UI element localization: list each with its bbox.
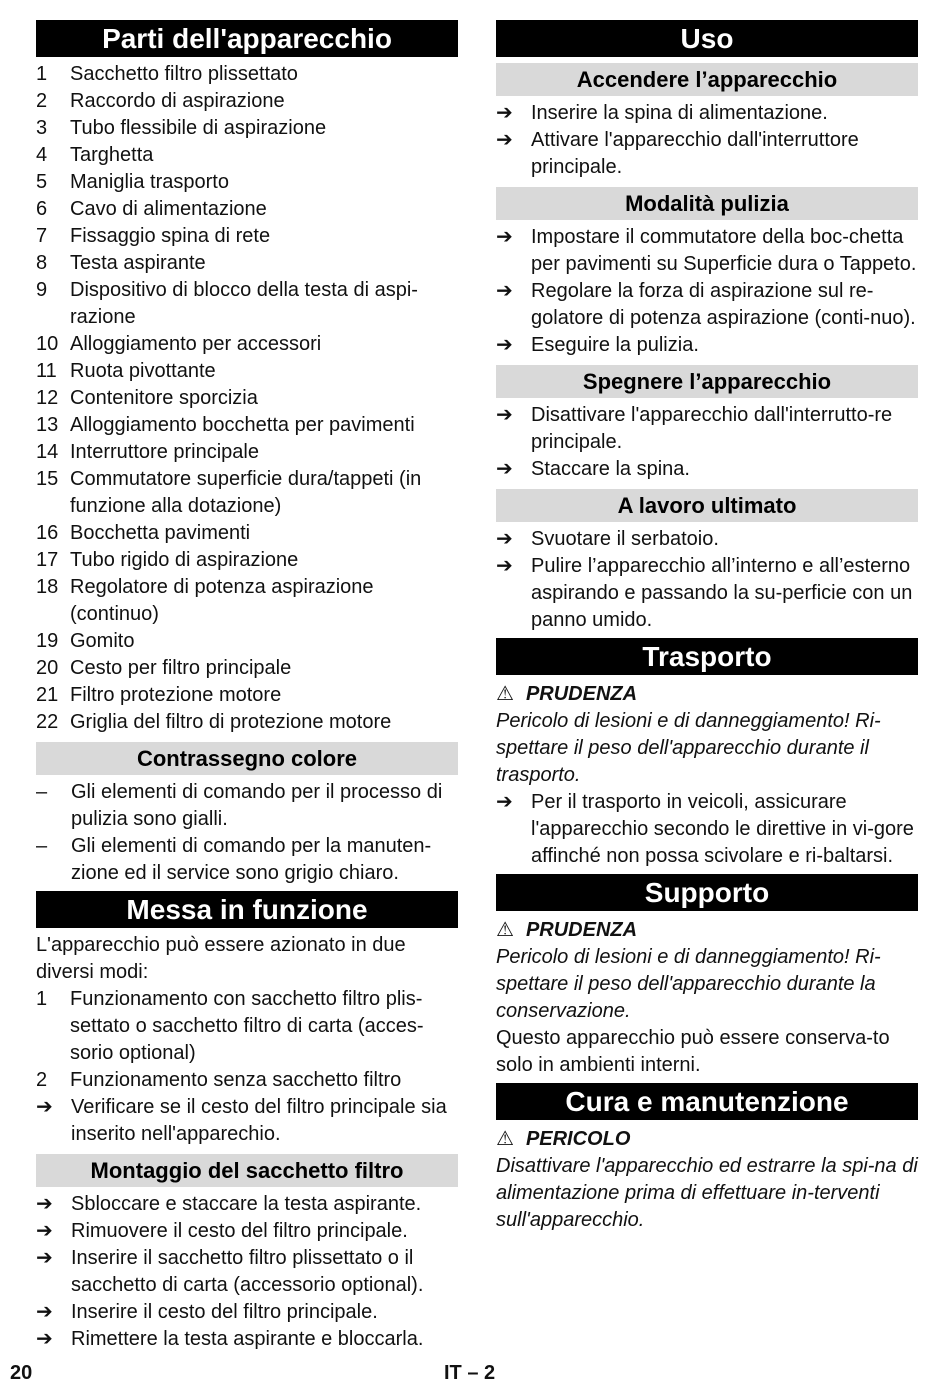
dash-bullet: – [36,835,48,857]
list-item [36,466,458,520]
item-number: 8 [36,252,48,274]
item-text: Regolatore di potenza aspirazione (continuo) [70,576,374,625]
item-text: Staccare la spina. [531,458,690,480]
item-text: Tubo flessibile di aspirazione [70,117,327,139]
arrow-right-icon: ➔ [496,555,513,577]
item-number: 18 [36,576,59,598]
item-text: Inserire il cesto del filtro principale. [71,1301,378,1323]
item-text: Fissaggio spina di rete [70,225,271,247]
list-item [36,169,458,196]
list-item [36,277,458,331]
item-number: 1 [36,63,48,85]
list-item [36,61,458,88]
item-number: 15 [36,468,59,490]
list-item [36,682,458,709]
list-item [496,332,918,359]
after-work-steps [496,526,918,634]
storage-heading: Supporto [496,874,918,911]
item-number: 20 [36,657,59,679]
warning-icon: ⚠ [496,919,514,941]
item-text: Sbloccare e staccare la testa aspirante. [71,1193,422,1215]
list-item [36,196,458,223]
list-item [496,100,918,127]
item-text: Regolare la forza di aspirazione sul re-golatore di potenza aspirazione (conti-nuo). [531,280,916,329]
list-item [496,789,918,870]
dash-bullet: – [36,781,48,803]
arrow-right-icon: ➔ [496,334,513,356]
item-text: Disattivare l'apparecchio dall'interrutto-re principale. [531,404,893,453]
item-number: 1 [36,988,48,1010]
item-text: Dispositivo di blocco della testa di aspi-razione [70,279,418,328]
item-number: 14 [36,441,59,463]
arrow-right-icon: ➔ [496,226,513,248]
item-text: Interruttore principale [70,441,259,463]
warning-icon: ⚠ [496,1128,514,1150]
item-number: 7 [36,225,48,247]
list-item [36,412,458,439]
list-item [36,1094,458,1148]
item-text: Cesto per filtro principale [70,657,292,679]
item-text: Sacchetto filtro plissettato [70,63,298,85]
item-number: 16 [36,522,59,544]
list-item [36,655,458,682]
storage-warning-label: ⚠ PRUDENZA [496,919,638,941]
item-text: Maniglia trasporto [70,171,229,193]
item-number: 2 [36,90,48,112]
item-number: 5 [36,171,48,193]
list-item [36,520,458,547]
language-marker: IT – 2 [444,1362,496,1384]
item-text: Svuotare il serbatoio. [531,528,719,550]
list-item [496,456,918,483]
arrow-right-icon: ➔ [496,791,513,813]
item-text: Inserire il sacchetto filtro plissettato o il sacchetto di carta (accessorio optional). [71,1247,424,1296]
care-warning-text: Disattivare l'apparecchio ed estrarre la spi-na di alimentazione prima di effettuare in-terventi sull'apparecchio. [496,1155,918,1231]
item-number: 4 [36,144,48,166]
care-warning-label: ⚠ PERICOLO [496,1128,631,1150]
arrow-right-icon: ➔ [36,1301,53,1323]
after-work-heading: A lavoro ultimato [496,489,918,522]
arrow-right-icon: ➔ [496,528,513,550]
startup-steps [36,1094,458,1148]
storage-note: Questo apparecchio può essere conserva-to solo in ambienti interni. [496,1027,890,1076]
arrow-right-icon: ➔ [36,1193,53,1215]
use-heading: Uso [496,20,918,57]
switch-on-steps [496,100,918,181]
list-item [36,358,458,385]
item-text: Verificare se il cesto del filtro principale sia inserito nell'apparechio. [71,1096,447,1145]
item-text: Funzionamento con sacchetto filtro plis-settato o sacchetto filtro di carta (acces-sorio optional) [70,988,424,1064]
item-text: Tubo rigido di aspirazione [70,549,299,571]
list-item [496,526,918,553]
arrow-right-icon: ➔ [496,129,513,151]
warning-icon: ⚠ [496,683,514,705]
color-list [36,779,458,887]
list-item [36,986,458,1067]
list-item [36,1245,458,1299]
item-number: 3 [36,117,48,139]
item-number: 19 [36,630,59,652]
switch-off-steps [496,402,918,483]
startup-modes [36,986,458,1094]
list-item [36,223,458,250]
cleaning-mode-heading: Modalità pulizia [496,187,918,220]
item-text: Raccordo di aspirazione [70,90,285,112]
item-number: 13 [36,414,59,436]
care-heading: Cura e manutenzione [496,1083,918,1120]
arrow-right-icon: ➔ [36,1096,53,1118]
item-number: 11 [36,360,57,382]
item-number: 9 [36,279,48,301]
list-item [36,833,458,887]
transport-heading: Trasporto [496,638,918,675]
item-number: 21 [36,684,59,706]
item-text: Griglia del filtro di protezione motore [70,711,392,733]
item-number: 2 [36,1069,48,1091]
switch-off-heading: Spegnere l’apparecchio [496,365,918,398]
bag-heading: Montaggio del sacchetto filtro [36,1154,458,1187]
transport-steps [496,789,918,870]
item-text: Per il trasporto in veicoli, assicurare l'apparecchio secondo le direttive in vi-gore affinché non possa scivolare e ri-baltarsi. [531,791,914,867]
item-number: 6 [36,198,48,220]
item-number: 12 [36,387,59,409]
item-text: Ruota pivottante [70,360,216,382]
item-text: Pulire l’apparecchio all’interno e all’esterno aspirando e passando la su-perficie con un panno umido. [531,555,913,631]
switch-on-heading: Accendere l’apparecchio [496,63,918,96]
item-text: Alloggiamento per accessori [70,333,322,355]
transport-warning-text: Pericolo di lesioni e di danneggiamento! Ri-spettare il peso dell'apparecchio durante il trasporto. [496,710,881,786]
cleaning-mode-steps [496,224,918,359]
item-text: Rimettere la testa aspirante e bloccarla. [71,1328,424,1350]
arrow-right-icon: ➔ [36,1220,53,1242]
list-item [36,1299,458,1326]
list-item [36,1191,458,1218]
list-item [36,1326,458,1353]
list-item [36,250,458,277]
item-text: Inserire la spina di alimentazione. [531,102,828,124]
startup-heading: Messa in funzione [36,891,458,928]
left-column [36,20,458,1353]
item-text: Gomito [70,630,135,652]
arrow-right-icon: ➔ [496,280,513,302]
list-item [496,224,918,278]
page-number: 20 [10,1362,33,1384]
item-text: Funzionamento senza sacchetto filtro [70,1069,402,1091]
right-column [496,20,918,1234]
list-item [36,142,458,169]
transport-warning-label: ⚠ PRUDENZA [496,683,638,705]
parts-heading: Parti dell'apparecchio [36,20,458,57]
item-number: 17 [36,549,59,571]
item-text: Gli elementi di comando per la manuten-zione ed il service sono grigio chiaro. [71,835,432,884]
arrow-right-icon: ➔ [496,458,513,480]
parts-list [36,61,458,736]
item-text: Cavo di alimentazione [70,198,267,220]
item-text: Gli elementi di comando per il processo di pulizia sono gialli. [71,781,443,830]
list-item [496,127,918,181]
storage-warning-text: Pericolo di lesioni e di danneggiamento! Ri-spettare il peso dell'apparecchio durante la conservazione. [496,946,881,1022]
list-item [36,439,458,466]
list-item [36,1218,458,1245]
arrow-right-icon: ➔ [496,102,513,124]
bag-steps [36,1191,458,1353]
list-item [496,402,918,456]
arrow-right-icon: ➔ [496,404,513,426]
startup-intro: L'apparecchio può essere azionato in due diversi modi: [36,934,406,983]
item-text: Commutatore superficie dura/tappeti (in funzione alla dotazione) [70,468,422,517]
list-item [36,1067,458,1094]
item-text: Targhetta [70,144,154,166]
item-text: Contenitore sporcizia [70,387,258,409]
list-item [36,88,458,115]
list-item [36,709,458,736]
item-text: Alloggiamento bocchetta per pavimenti [70,414,415,436]
list-item [36,574,458,628]
item-text: Filtro protezione motore [70,684,282,706]
color-heading: Contrassegno colore [36,742,458,775]
list-item [496,278,918,332]
arrow-right-icon: ➔ [36,1328,53,1350]
item-number: 22 [36,711,59,733]
item-number: 10 [36,333,59,355]
list-item [36,547,458,574]
list-item [36,628,458,655]
list-item [36,115,458,142]
list-item [36,779,458,833]
item-text: Rimuovere il cesto del filtro principale. [71,1220,408,1242]
list-item [496,553,918,634]
item-text: Eseguire la pulizia. [531,334,699,356]
item-text: Impostare il commutatore della boc-chetta per pavimenti su Superficie dura o Tappeto. [531,226,917,275]
arrow-right-icon: ➔ [36,1247,53,1269]
item-text: Bocchetta pavimenti [70,522,251,544]
list-item [36,331,458,358]
list-item [36,385,458,412]
item-text: Testa aspirante [70,252,206,274]
item-text: Attivare l'apparecchio dall'interruttore principale. [531,129,859,178]
